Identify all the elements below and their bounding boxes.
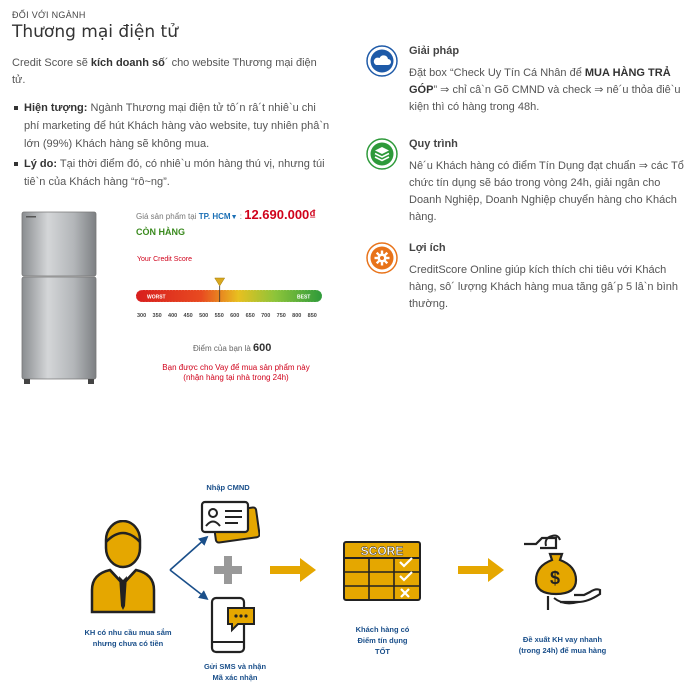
gear-icon [366,242,398,274]
feature-body: CreditScore Online giúp kích thích chi tiêu với Khách hàng, sô´ lượng Khách hàng mua tăng gâ´p 5 lâ`n bình thường. [409,264,678,310]
id-card-icon [200,498,260,546]
section-eyebrow: ĐỐI VỚI NGÀNH [12,10,86,20]
chevron-down-icon[interactable]: ▼ [230,214,238,221]
feature-title: Lợi ích [409,242,446,254]
bullet-text: Tại thời điểm đó, có nhiê`u món hàng thú vị, nhưng túi tiê`n của Khách hàng “rô~ng”. [24,158,325,188]
feature-body-prefix: Đặt box “Check Uy Tín Cá Nhân để [409,67,585,79]
caption-line: Khách hàng có [355,625,410,634]
caption-line: KH có nhu cầu mua sắm [84,628,172,637]
score-board-icon [342,540,422,602]
score-board-word: SCORE [360,544,404,558]
intro-text [12,55,332,89]
gauge-tick-label: 450 [183,313,193,319]
arrow-right-icon [270,558,316,582]
score-caption [330,624,435,657]
gauge-tick-label: 500 [199,313,209,319]
cloud-icon [366,45,398,77]
feature-title: Giải pháp [409,45,460,57]
gauge-best-label: BEST [297,294,311,301]
intro-suffix: ´ cho website Thương mại điện tử. [12,57,317,86]
gauge-tick-label: 600 [230,313,240,319]
gauge-tick-label: 750 [276,313,286,319]
caption-line: nhưng chưa có tiền [92,639,164,648]
gauge-ticks [137,313,317,319]
plus-icon [214,556,242,584]
gauge-tick-label: 350 [152,313,162,319]
credit-score-label: Your Credit Score [137,256,192,263]
page-title: Thương mại điện tử [12,22,178,42]
score-line [193,342,271,354]
dollar-sign: $ [549,568,561,588]
gauge-worst-label: WORST [147,294,166,301]
feature-body-bold: MUA HÀNG TRẢ GÓP [409,67,671,96]
stock-status: CÒN HÀNG [136,227,185,237]
score-value: 600 [253,342,272,354]
bullet-text: Ngành Thương mại điện tử tô´n râ´t nhiê`u chi phí marketing để hút Khách hàng vào website, tuy nhiên phâ`n lớn (99%) Khách hàng sẽ không mua. [24,102,330,150]
sms-phone-icon [208,596,258,654]
gauge-tick-label: 800 [292,313,302,319]
caption-line: Mã xác nhận [212,673,258,682]
gauge-tick-label: 400 [168,313,178,319]
bullet-label: Lý do: [24,158,57,170]
caption-line: TỐT [375,647,390,656]
offer-line: (nhận hàng tại nhà trong 24h) [183,373,289,382]
loan-offer [150,363,322,383]
caption-line: Gửi SMS và nhận [203,662,267,671]
layers-icon [366,138,398,170]
price-prefix: Giá sản phẩm tại [136,212,197,221]
city-selector[interactable]: TP. HCM [198,212,231,221]
offer-line: Bạn được cho Vay để mua sản phẩm này [162,363,310,372]
customer-icon [88,520,158,615]
product-price: 12.690.000₫ [244,207,316,222]
caption-line: (trong 24h) để mua hàng [518,646,607,655]
bullet-phenomenon [12,99,332,153]
intro-prefix: Credit Score sẽ [12,57,91,69]
score-prefix: Điểm của bạn là [193,344,251,353]
loan-caption [505,634,620,656]
price-line [136,207,316,222]
bullet-label: Hiện tượng: [24,102,88,114]
gauge-tick-label: 650 [245,313,255,319]
feature-body-suffix: ” ⇒ chỉ câ`n Gõ CMND và check ⇒ nê´u thỏa điê`u kiện thì có hàng trong 48h. [409,84,681,113]
gauge-tick-label: 850 [307,313,317,319]
credit-score-gauge [134,276,324,302]
caption-line: Điểm tín dụng [357,636,408,645]
bullet-reason [12,155,332,191]
feature-title: Quy trình [409,138,458,150]
caption-line: Đề xuất KH vay nhanh [522,635,603,644]
price-separator: : [239,212,242,221]
arrow-right-icon [458,558,504,582]
customer-caption [78,627,178,649]
step-cmnd-label: Nhập CMND [206,483,250,492]
intro-bold: kích doanh số [90,57,165,69]
sms-caption [180,661,290,683]
money-bag-hand-icon [520,532,605,612]
gauge-tick-label: 300 [137,313,147,319]
gauge-tick-label: 550 [214,313,224,319]
feature-body: Nê´u Khách hàng có điểm Tín Dụng đạt chuẩn ⇒ các Tổ chức tín dụng sẽ báo trong vòng 24h, giải ngân cho Doanh Nghiệp, Doanh Nghiệp chuyển hàng cho Khách hàng. [409,160,684,223]
refrigerator-image [20,210,98,385]
gauge-tick-label: 700 [261,313,271,319]
feature-body [409,65,689,116]
